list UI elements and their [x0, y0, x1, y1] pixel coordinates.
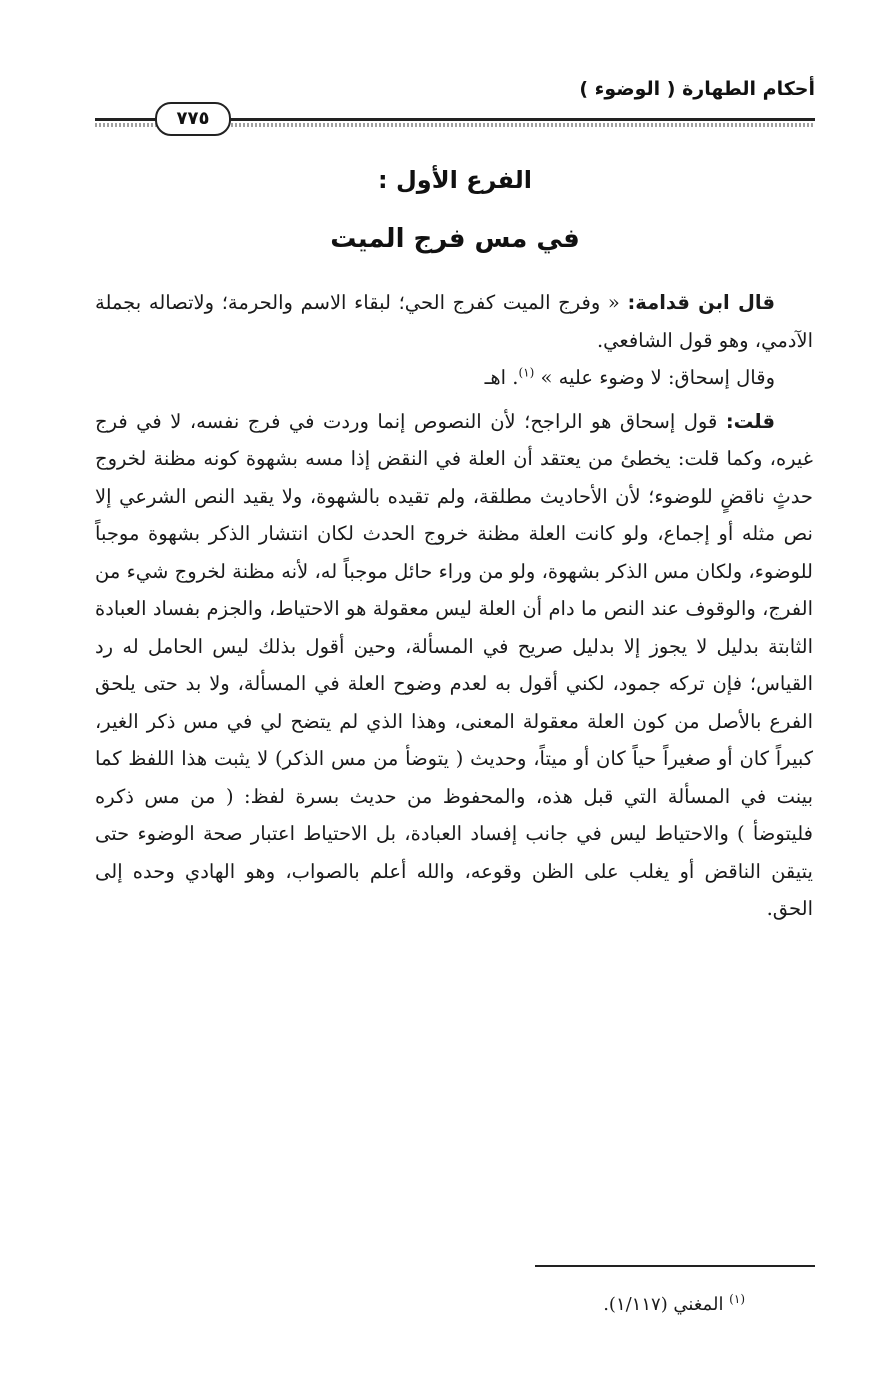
page-number: ٧٧٥ [155, 102, 231, 136]
paragraph-lead: قال ابن قدامة: [627, 291, 775, 314]
paragraph-text: « وفرج الميت كفرج الحي؛ لبقاء الاسم والحرمة؛ ولاتصاله بجملة الآدمي، وهو قول الشافعي. [95, 291, 813, 352]
footnote-marker: (١) [729, 1292, 745, 1306]
paragraph-text: قول إسحاق هو الراجح؛ لأن النصوص إنما وردت في فرج نفسه، لا في فرج غيره، وكما قلت: يخطئ من يعتقد أن العلة في النقض إذا مسه بشهوة كونه مظنة لخروج حدثٍ ناقضٍ للوضوء؛ لأن الأحاديث مطلقة، ولم تقيده بالشهوة، ولا يقيد النص الشرعي إلا نص مثله أو إجماع، ولو كانت العلة مظنة خروج الحدث لكان انتشار الذكر بشهوة موجباً للوضوء، ولكان مس الذكر بشهوة، ولو من وراء حائل موجباً له، لأنه مظنة لخروج شيء من الفرج، والوقوف عند النص ما دام أن العلة ليس معقولة هو الاحتياط، والجزم بفساد العبادة الثابتة بدليل لا يجوز إلا بدليل صريح في المسألة، وحين أقول بذلك ليس الحامل له رد القياس؛ فإن تركه جمود، لكني أقول به لعدم وضوح العلة في المسألة، ولا بد حتى يلحق الفرع بالأصل من كون العلة معقولة المعنى، وهذا الذي لم يتضح لي في مس ذكر الغير، كبيراً كان أو صغيراً حياً كان أو ميتاً، وحديث ( يتوضأ من مس الذكر) لا يثبت هذا اللفظ كما بينت في المسألة التي قبل هذه، والمحفوظ من حديث بسرة لفظ: ( من مس ذكره فليتوضأ ) والاحتياط ليس في جانب إفساد العبادة، بل الاحتياط اعتبار صحة الوضوء حتى يتيقن الناقض أو يغلب على الظن وقوعه، والله أعلم بالصواب، وهو الهادي وحده إلى الحق. [95, 409, 813, 920]
book-title: أحكام الطهارة ( الوضوء ) [579, 78, 815, 100]
paragraph-ibn-qudama [95, 284, 813, 359]
paragraph-text: وقال إسحاق: لا وضوء عليه » [534, 366, 775, 389]
paragraph-ishaq [95, 359, 813, 397]
running-header [95, 78, 815, 138]
paragraph-lead: قلت: [725, 409, 775, 433]
footnote-separator [535, 1265, 815, 1267]
footnote-reference: (١) [518, 365, 535, 380]
footnote-text: المغني (١/١١٧). [603, 1294, 730, 1315]
body-text [95, 284, 813, 928]
paragraph-author-opinion [95, 403, 813, 928]
section-subheading: في مس فرج الميت [330, 224, 580, 254]
footnote [95, 1290, 745, 1320]
paragraph-text: . اهـ [484, 366, 519, 389]
section-heading: الفرع الأول : [378, 166, 532, 194]
